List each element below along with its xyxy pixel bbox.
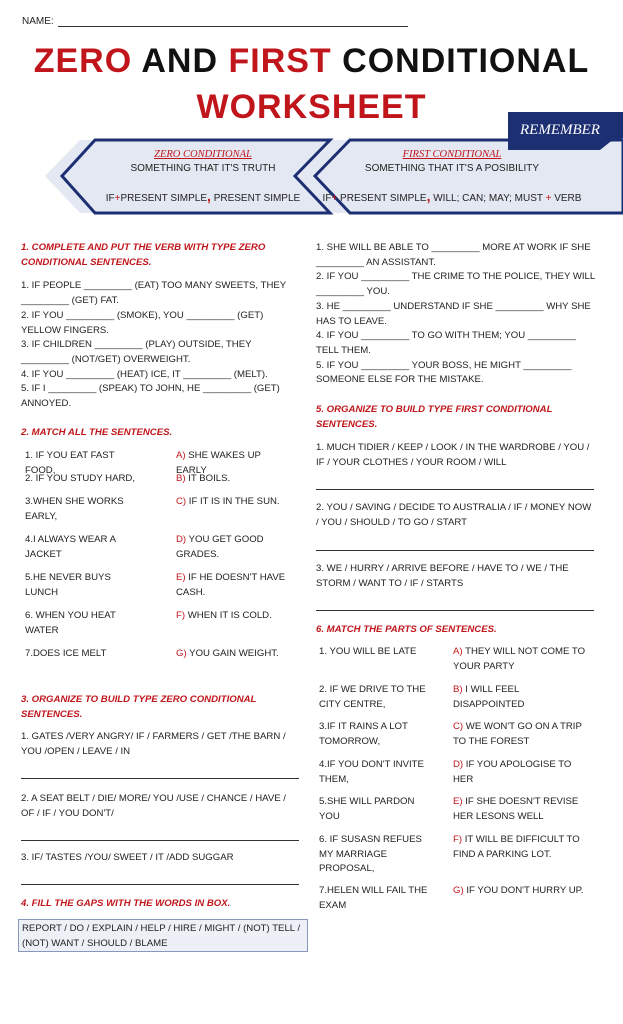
section-3 <box>21 693 296 722</box>
exercise-item: 3. HE _________ UNDERSTAND IF SHE _________ WHY SHE HAS TO LEAVE. <box>316 300 591 327</box>
remember-label: REMEMBER <box>520 122 600 138</box>
match-left-item: 6. IF SUSASN REFUES MY MARRIAGE PROPOSAL, <box>319 834 422 875</box>
exercise-item: 1. GATES /VERY ANGRY/ IF / FARMERS / GET /THE BARN / YOU /OPEN / LEAVE / IN <box>21 731 286 757</box>
match-left-item: 5.SHE WILL PARDON YOU <box>319 796 415 822</box>
exercise-item: 2. IF YOU _________ THE CRIME TO THE POLICE, THEY WILL _________ YOU. <box>316 271 595 298</box>
section-3-heading: 3. ORGANIZE TO BUILD TYPE ZERO CONDITIONAL SENTENCES. <box>21 694 257 720</box>
page-subtitle: WORKSHEET <box>196 88 427 126</box>
section-6-left <box>319 645 434 914</box>
answer-line[interactable] <box>316 489 594 490</box>
match-right-item: A) THEY WILL NOT COME TO YOUR PARTY <box>453 646 586 672</box>
name-line[interactable] <box>58 16 408 27</box>
match-right-item: E) IF HE DOESN'T HAVE CASH. <box>176 572 286 598</box>
zero-heading: ZERO CONDITIONAL <box>154 149 252 160</box>
match-right-item: G) IF YOU DON'T HURRY UP. <box>453 885 584 896</box>
match-right-item: F) WHEN IT IS COLD. <box>176 610 272 621</box>
title-and: AND <box>132 42 229 80</box>
match-left-item: 3.WHEN SHE WORKS EARLY, <box>25 496 124 522</box>
section-6-heading: 6. MATCH THE PARTS OF SENTENCES. <box>316 624 497 635</box>
section-2 <box>21 426 293 441</box>
match-right-item: D) YOU GET GOOD GRADES. <box>176 534 264 560</box>
page-title <box>0 42 623 81</box>
name-label: NAME: <box>22 16 54 27</box>
match-left-item: 7.DOES ICE MELT <box>25 648 107 659</box>
match-left-item: 5.HE NEVER BUYS LUNCH <box>25 572 111 598</box>
first-description: SOMETHING THAT IT'S A POSIBILITY <box>364 163 540 174</box>
section-1 <box>21 241 293 412</box>
answer-line[interactable] <box>21 884 299 885</box>
match-right-item: D) IF YOU APOLOGISE TO HER <box>453 759 572 785</box>
match-left-item: 1. IF YOU EAT FAST FOOD, <box>25 450 115 476</box>
match-right-item: B) IT BOILS. <box>176 473 231 484</box>
exercise-item: 3. IF CHILDREN _________ (PLAY) OUTSIDE, THEY _________ (NOT/GET) OVERWEIGHT. <box>21 339 252 365</box>
name-field <box>22 16 408 27</box>
match-right-item: F) IT WILL BE DIFFICULT TO FIND A PARKING LOT. <box>453 834 580 860</box>
section-6 <box>316 623 596 638</box>
answer-line[interactable] <box>21 778 299 779</box>
match-right-item: E) IF SHE DOESN'T REVISE HER LESONS WELL <box>453 796 579 822</box>
section-4-items <box>316 241 596 388</box>
match-left-item: 1. YOU WILL BE LATE <box>319 646 417 657</box>
match-left-item: 2. IF YOU STUDY HARD, <box>25 473 135 484</box>
match-right-item: C) WE WON'T GO ON A TRIP TO THE FOREST <box>453 721 582 747</box>
section-2-left <box>25 449 145 670</box>
exercise-item: 4. IF YOU _________ (HEAT) ICE, IT _________ (MELT). <box>21 368 268 380</box>
section-2-heading: 2. MATCH ALL THE SENTENCES. <box>21 427 173 438</box>
exercise-item: 3. WE / HURRY / ARRIVE BEFORE / HAVE TO / WE / THE STORM / WANT TO / IF / STARTS <box>316 563 569 589</box>
exercise-item: 5. IF YOU _________ YOUR BOSS, HE MIGHT _________ SOMEONE ELSE FOR THE MISTAKE. <box>316 359 572 386</box>
match-right-item: C) IF IT IS IN THE SUN. <box>176 496 280 507</box>
exercise-item: 1. SHE WILL BE ABLE TO _________ MORE AT WORK IF SHE _________ AN ASSISTANT. <box>316 242 591 268</box>
exercise-item: 4. IF YOU _________ TO GO WITH THEM; YOU _________ TELL THEM. <box>316 330 576 356</box>
match-right-item: A) SHE WAKES UP EARLY <box>176 450 261 476</box>
section-2-right <box>176 449 294 670</box>
match-left-item: 4.IF YOU DON'T INVITE THEM, <box>319 759 424 785</box>
title-zero: ZERO <box>33 42 133 80</box>
exercise-item: 2. YOU / SAVING / DECIDE TO AUSTRALIA / IF / MONEY NOW / YOU / SHOULD / TO GO / START <box>316 502 592 528</box>
match-left-item: 4.I ALWAYS WEAR A JACKET <box>25 534 116 560</box>
section-5-heading: 5. ORGANIZE TO BUILD TYPE FIRST CONDITIONAL SENTENCES. <box>316 404 553 430</box>
exercise-item: 3. IF/ TASTES /YOU/ SWEET / IT /ADD SUGGAR <box>21 852 234 863</box>
first-formula: IF+ PRESENT SIMPLE, WILL; CAN; MAY; MUST + VERB <box>322 188 582 204</box>
word-box: REPORT / DO / EXPLAIN / HELP / HIRE / MIGHT / (NOT) TELL / (NOT) WANT / SHOULD / BLAME <box>18 919 308 952</box>
exercise-item: 5. IF I _________ (SPEAK) TO JOHN, HE _________ (GET) ANNOYED. <box>21 383 280 410</box>
match-left-item: 2. IF WE DRIVE TO THE CITY CENTRE, <box>319 684 426 710</box>
first-conditional-box <box>322 149 582 204</box>
exercise-item: 1. IF PEOPLE _________ (EAT) TOO MANY SWEETS, THEY _________ (GET) FAT. <box>21 280 286 307</box>
section-4-heading: 4. FILL THE GAPS WITH THE WORDS IN BOX. <box>21 898 231 909</box>
section-6-right <box>453 645 593 914</box>
match-right-item: G) YOU GAIN WEIGHT. <box>176 648 279 659</box>
exercise-item: 1. MUCH TIDIER / KEEP / LOOK / IN THE WARDROBE / YOU / IF / YOUR CLOTHES / YOUR ROOM / WILL <box>316 442 590 468</box>
exercise-item: 2. IF YOU _________ (SMOKE), YOU _________ (GET) YELLOW FINGERS. <box>21 309 264 336</box>
section-1-heading: 1. COMPLETE AND PUT THE VERB WITH TYPE ZERO CONDITIONAL SENTENCES. <box>21 242 266 268</box>
match-left-item: 3.IF IT RAINS A LOT TOMORROW, <box>319 721 408 747</box>
match-right-item: B) I WILL FEEL DISAPPOINTED <box>453 684 525 710</box>
title-conditional: CONDITIONAL <box>331 42 590 80</box>
zero-formula: IF+PRESENT SIMPLE, PRESENT SIMPLE <box>105 188 301 204</box>
section-5 <box>316 403 576 432</box>
zero-description: SOMETHING THAT IT'S TRUTH <box>130 163 276 174</box>
match-left-item: 7.HELEN WILL FAIL THE EXAM <box>319 885 428 911</box>
first-heading: FIRST CONDITIONAL <box>402 149 502 160</box>
exercise-item: 2. A SEAT BELT / DIE/ MORE/ YOU /USE / CHANCE / HAVE / OF / IF / YOU DON'T/ <box>21 793 286 819</box>
title-first: FIRST <box>228 42 332 80</box>
answer-line[interactable] <box>316 550 594 551</box>
answer-line[interactable] <box>316 610 594 611</box>
match-left-item: 6. WHEN YOU HEAT WATER <box>25 610 116 636</box>
answer-line[interactable] <box>21 840 299 841</box>
zero-conditional-box <box>98 149 308 204</box>
